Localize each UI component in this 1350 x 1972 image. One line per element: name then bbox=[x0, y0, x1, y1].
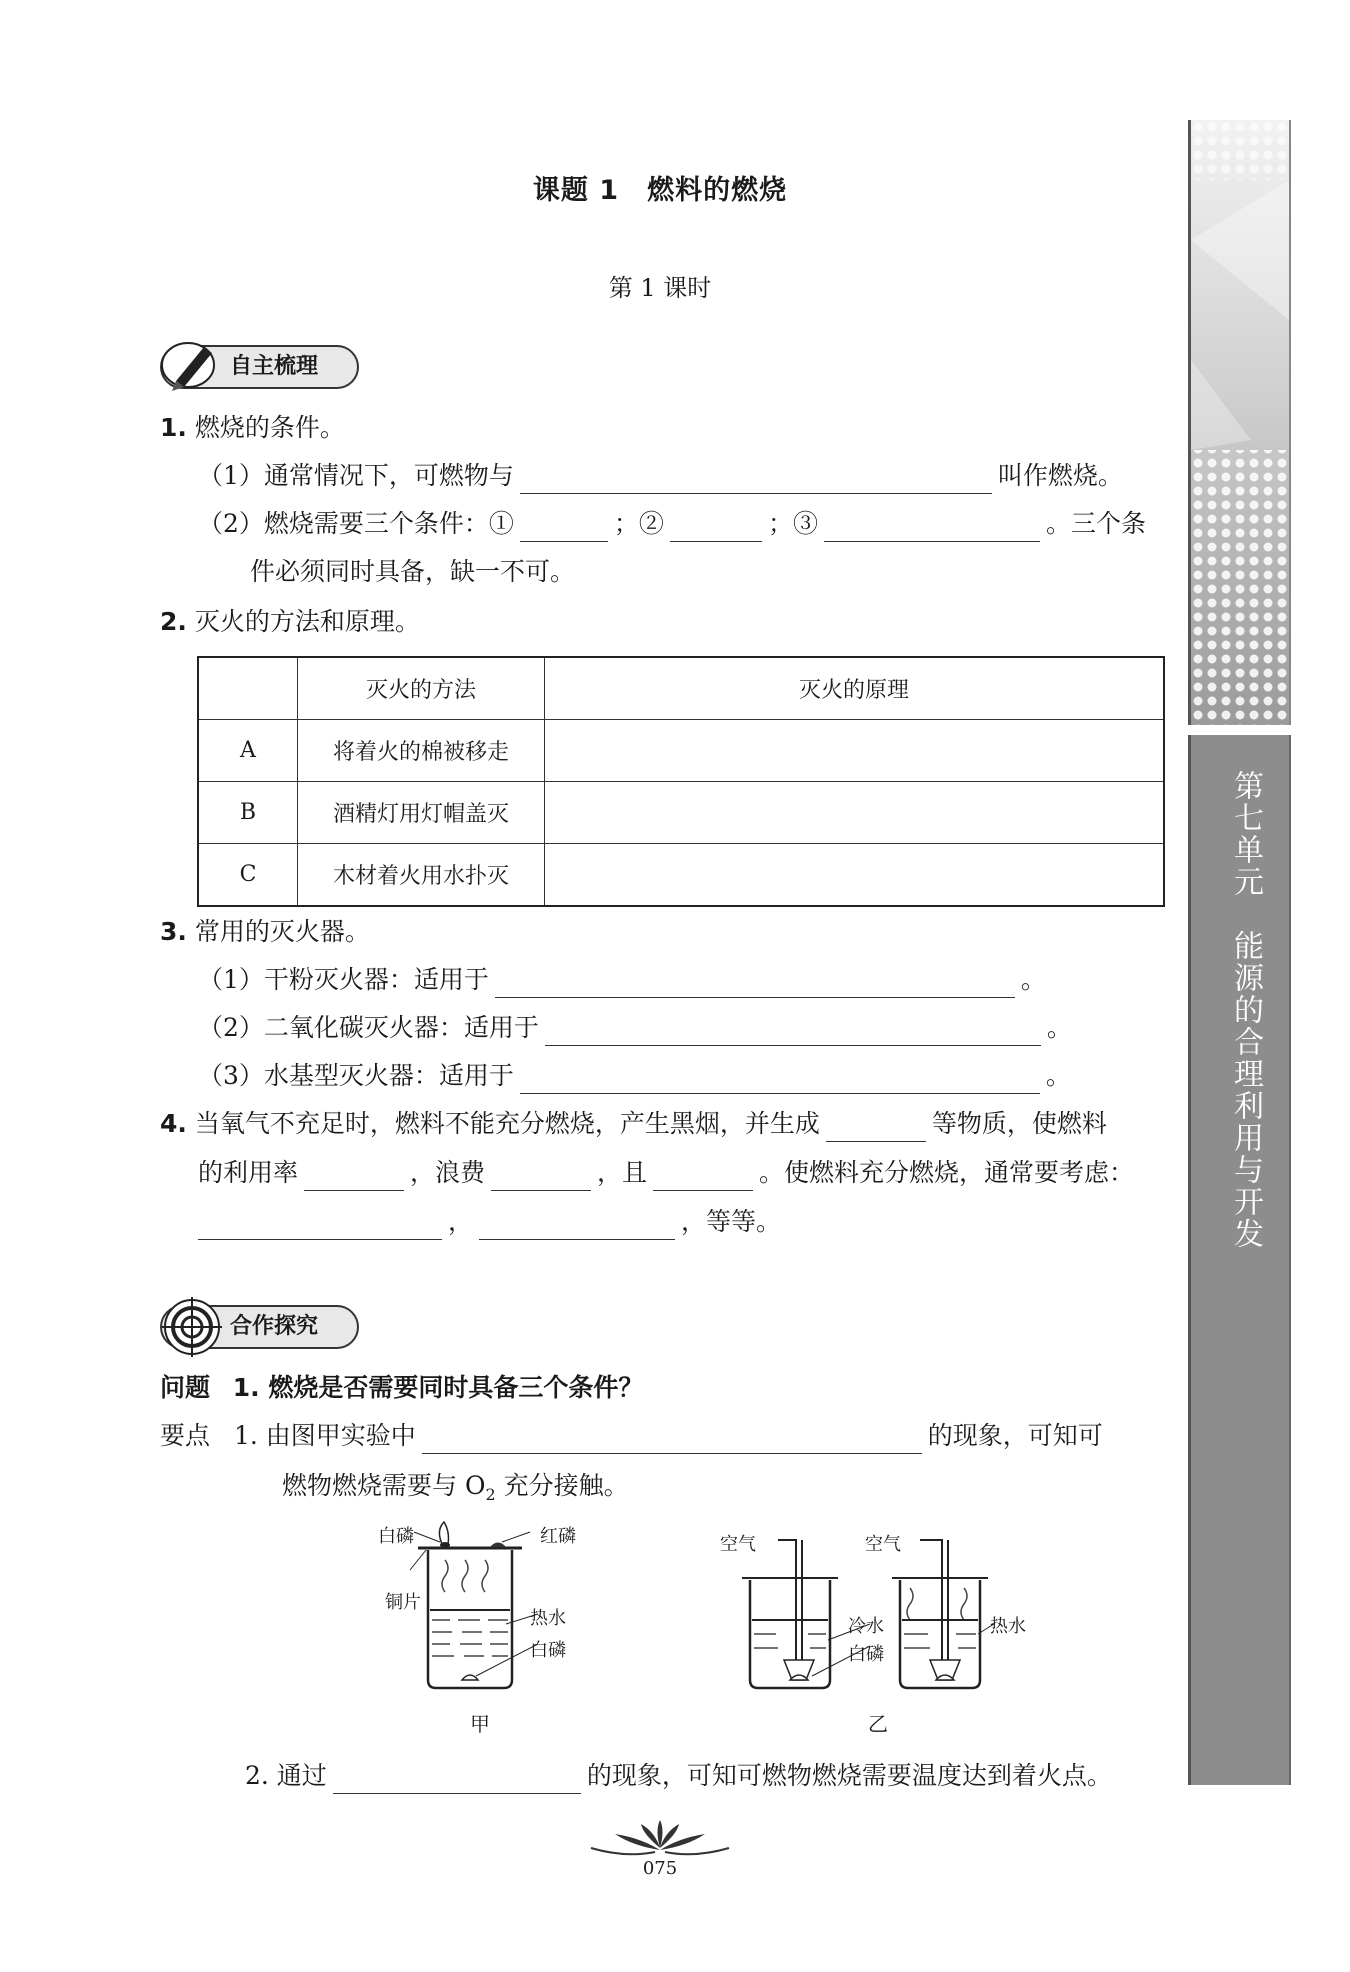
q1-sub2-text-a: （2）燃烧需要三个条件：① bbox=[198, 509, 514, 538]
q1-sub1-text-a: （1）通常情况下，可燃物与 bbox=[198, 461, 514, 490]
q1-number: 1. bbox=[160, 413, 187, 442]
q1-blank-2[interactable] bbox=[670, 513, 762, 542]
table-header-cell bbox=[198, 657, 298, 720]
target-icon bbox=[160, 1293, 228, 1361]
q1-sub1-blank[interactable] bbox=[520, 465, 992, 494]
q3-sub3 bbox=[198, 1058, 1071, 1094]
sidebar-unit-title: 第七单元 能源的合理利用与开发 bbox=[1228, 770, 1263, 1250]
point2-text-b: 的现象，可知可燃物燃烧需要温度达到着火点。 bbox=[586, 1761, 1112, 1790]
point2-text-a: 2. 通过 bbox=[245, 1761, 327, 1790]
q3-sub1-end: 。 bbox=[1020, 965, 1046, 994]
pen-icon bbox=[158, 333, 228, 393]
q4-blank-4[interactable] bbox=[653, 1162, 753, 1191]
jia-red-phosphorus-label: 红磷 bbox=[540, 1526, 576, 1547]
point1-text-d: 充分接触。 bbox=[495, 1471, 629, 1500]
footer-ornament-icon bbox=[585, 1818, 735, 1858]
q4-text-c: 的利用率 bbox=[198, 1158, 299, 1187]
question-text: 1. 燃烧是否需要同时具备三个条件？ bbox=[232, 1373, 644, 1402]
question-label: 问题 bbox=[160, 1373, 211, 1402]
section-badge-self-study bbox=[160, 345, 359, 389]
q4-text-g: ， bbox=[448, 1207, 474, 1236]
q1-blank-1[interactable] bbox=[520, 513, 608, 542]
q3-blank-1[interactable] bbox=[495, 969, 1015, 998]
q2-line bbox=[160, 604, 420, 640]
q1-sub2-text-b: ；② bbox=[613, 509, 664, 538]
q3-blank-3[interactable] bbox=[520, 1065, 1040, 1094]
table-row bbox=[198, 720, 1164, 782]
row-principle-blank[interactable] bbox=[545, 844, 1165, 907]
q2-text: 灭火的方法和原理。 bbox=[194, 607, 420, 636]
jia-hot-water-label: 热水 bbox=[530, 1608, 566, 1629]
point1-blank[interactable] bbox=[422, 1425, 922, 1454]
q1-sub2-text-c: ；③ bbox=[767, 509, 818, 538]
yi-air-label-1: 空气 bbox=[720, 1534, 756, 1555]
q4-line-3 bbox=[198, 1204, 781, 1240]
table-header-cell: 灭火的方法 bbox=[298, 657, 545, 720]
point2-line bbox=[245, 1758, 1112, 1794]
yi-hot-water-label: 热水 bbox=[990, 1616, 1026, 1637]
q4-line-2 bbox=[198, 1155, 1134, 1191]
table-header-row bbox=[198, 657, 1164, 720]
point1-text-b: 的现象，可知可 bbox=[927, 1421, 1103, 1450]
jia-white-phosphorus-label: 白磷 bbox=[378, 1526, 414, 1547]
q3-number: 3. bbox=[160, 917, 187, 946]
q4-blank-6[interactable] bbox=[479, 1211, 675, 1240]
page-number: 075 bbox=[642, 1858, 678, 1879]
sidebar-pattern bbox=[1188, 120, 1291, 725]
page-title: 课题 1 燃料的燃烧 bbox=[532, 175, 788, 206]
figure-jia-label: 甲 bbox=[470, 1712, 490, 1736]
yi-cold-water-label: 冷水 bbox=[848, 1616, 884, 1637]
q4-line-1 bbox=[160, 1106, 1107, 1142]
q3-sub2-end: 。 bbox=[1046, 1013, 1072, 1042]
table-row bbox=[198, 844, 1164, 907]
point2-blank[interactable] bbox=[333, 1765, 581, 1794]
q1-text: 燃烧的条件。 bbox=[194, 413, 345, 442]
table-header-cell: 灭火的原理 bbox=[545, 657, 1165, 720]
q4-text-b: 等物质，使燃料 bbox=[931, 1109, 1107, 1138]
q3-line bbox=[160, 914, 370, 950]
q4-blank-1[interactable] bbox=[826, 1113, 926, 1142]
lesson-subtitle: 第 1 课时 bbox=[608, 274, 712, 302]
q4-blank-2[interactable] bbox=[304, 1162, 404, 1191]
q3-text: 常用的灭火器。 bbox=[194, 917, 370, 946]
section-badge-label: 自主梳理 bbox=[230, 354, 319, 379]
q3-sub2 bbox=[198, 1010, 1072, 1046]
question-line bbox=[160, 1370, 643, 1406]
row-method: 将着火的棉被移走 bbox=[298, 720, 545, 782]
row-principle-blank[interactable] bbox=[545, 720, 1165, 782]
row-principle-blank[interactable] bbox=[545, 782, 1165, 844]
jia-white-phosphorus2-label: 白磷 bbox=[530, 1640, 566, 1661]
q4-text-h: ，等等。 bbox=[681, 1207, 782, 1236]
extinguish-table bbox=[197, 656, 1165, 907]
row-label: A bbox=[198, 720, 298, 782]
jia-copper-label: 铜片 bbox=[385, 1592, 421, 1613]
row-label: C bbox=[198, 844, 298, 907]
table-row bbox=[198, 782, 1164, 844]
q3-sub1-text: （1）干粉灭火器：适用于 bbox=[198, 965, 489, 994]
row-label: B bbox=[198, 782, 298, 844]
point-label: 要点 bbox=[160, 1421, 211, 1450]
row-method: 酒精灯用灯帽盖灭 bbox=[298, 782, 545, 844]
q1-sub1 bbox=[198, 458, 1123, 494]
q3-blank-2[interactable] bbox=[545, 1017, 1041, 1046]
q4-text-a: 当氧气不充足时，燃料不能充分燃烧，产生黑烟，并生成 bbox=[194, 1109, 820, 1138]
point1-text-c: 燃物燃烧需要与 O bbox=[282, 1471, 486, 1500]
q4-text-e: ，且 bbox=[597, 1158, 648, 1187]
q4-number: 4. bbox=[160, 1109, 187, 1138]
q1-sub2-text-d: 。三个条 bbox=[1045, 509, 1146, 538]
oxygen-subscript: 2 bbox=[485, 1485, 496, 1504]
q3-sub3-text: （3）水基型灭火器：适用于 bbox=[198, 1061, 514, 1090]
q3-sub3-end: 。 bbox=[1045, 1061, 1071, 1090]
q4-blank-3[interactable] bbox=[491, 1162, 591, 1191]
q3-sub2-text: （2）二氧化碳灭火器：适用于 bbox=[198, 1013, 539, 1042]
yi-white-phosphorus-label: 白磷 bbox=[848, 1644, 884, 1665]
figure-yi-label: 乙 bbox=[868, 1712, 888, 1736]
dot-pattern-icon bbox=[1191, 120, 1289, 725]
q1-sub2 bbox=[198, 506, 1146, 542]
q1-line bbox=[160, 410, 345, 446]
section-badge-label: 合作探究 bbox=[230, 1314, 319, 1339]
point1-line bbox=[160, 1418, 1103, 1454]
q1-sub2-cont: 件必须同时具备，缺一不可。 bbox=[250, 557, 576, 586]
q4-text-f: 。使燃料充分燃烧，通常要考虑： bbox=[759, 1158, 1135, 1187]
yi-air-label-2: 空气 bbox=[865, 1534, 901, 1555]
q2-number: 2. bbox=[160, 607, 187, 636]
q1-blank-3[interactable] bbox=[824, 513, 1040, 542]
q1-sub1-text-b: 叫作燃烧。 bbox=[997, 461, 1123, 490]
row-method: 木材着火用水扑灭 bbox=[298, 844, 545, 907]
section-badge-cooperation bbox=[160, 1305, 359, 1349]
q3-sub1 bbox=[198, 962, 1046, 998]
q4-text-d: ，浪费 bbox=[410, 1158, 486, 1187]
point1-text-a: 1. 由图甲实验中 bbox=[233, 1421, 416, 1450]
q4-blank-5[interactable] bbox=[198, 1211, 442, 1240]
point1-cont bbox=[282, 1468, 629, 1513]
